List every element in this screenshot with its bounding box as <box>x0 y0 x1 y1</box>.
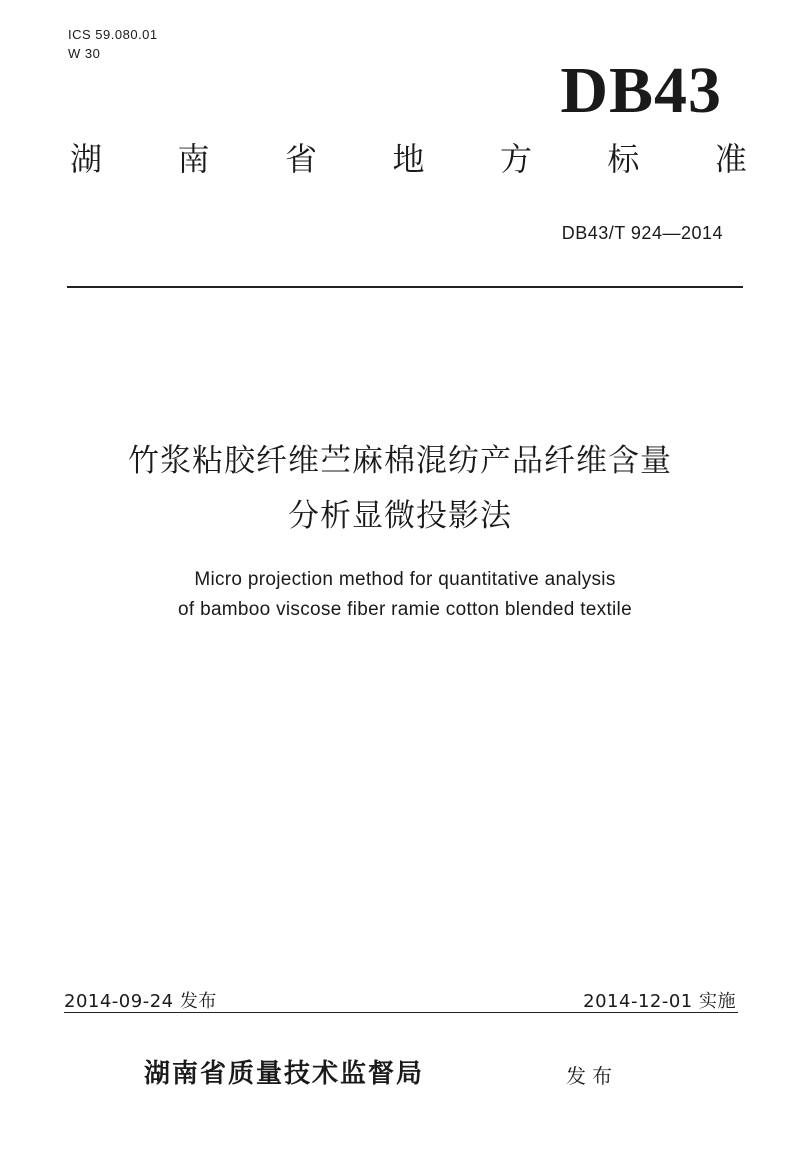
issue-label: 发布 <box>566 1064 618 1088</box>
category-title-char: 准 <box>714 140 747 178</box>
ics-code: ICS 59.080.01 <box>68 27 158 42</box>
title-chinese-line-2: 分析显微投影法 <box>288 498 512 534</box>
category-title-char: 标 <box>607 140 640 178</box>
category-title <box>70 140 747 178</box>
implementation-date: 2014-12-01 实施 <box>583 991 736 1012</box>
standard-number: DB43/T 924—2014 <box>561 223 723 243</box>
issuing-authority: 湖南省质量技术监督局 <box>144 1059 425 1089</box>
title-english-line-2: of bamboo viscose fiber ramie cotton blended textile <box>178 599 632 620</box>
header-divider <box>67 286 743 288</box>
category-title-char: 湖 <box>70 140 103 178</box>
category-title-char: 南 <box>177 140 210 178</box>
category-title-char: 方 <box>499 140 532 178</box>
title-english-line-1: Micro projection method for quantitative analysis <box>194 569 616 590</box>
footer-divider <box>64 1012 738 1013</box>
title-chinese-line-1: 竹浆粘胶纤维苎麻棉混纺产品纤维含量 <box>128 443 672 479</box>
classification-code: W 30 <box>68 46 101 61</box>
issue-date: 2014-09-24 发布 <box>64 991 217 1012</box>
category-title-char: 地 <box>392 140 425 178</box>
standard-code-logo: DB43 <box>560 54 722 127</box>
category-title-char: 省 <box>284 140 317 178</box>
